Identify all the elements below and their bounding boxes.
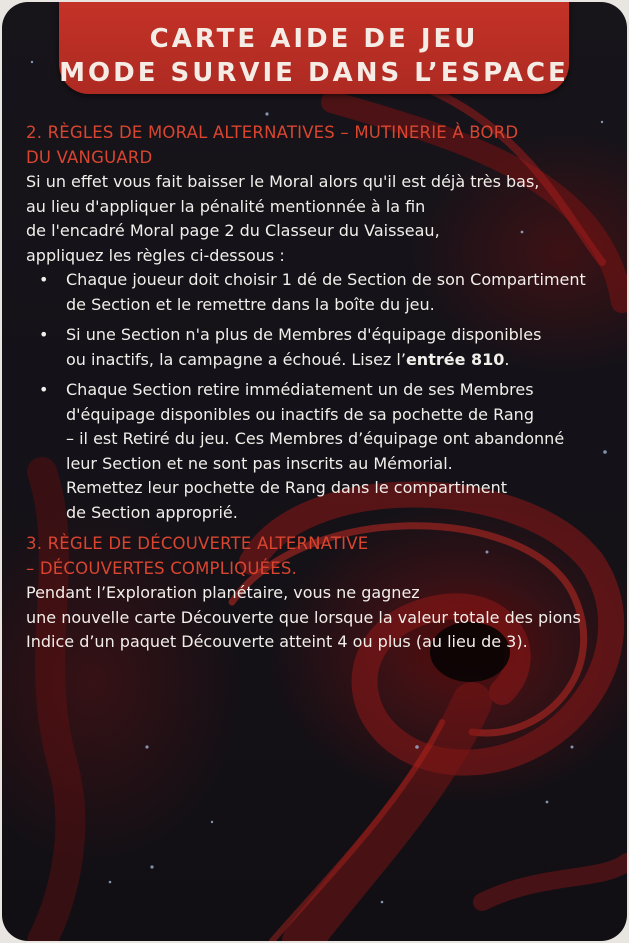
section-3-body-line: Indice d’un paquet Découverte atteint 4 ou plus (au lieu de 3). xyxy=(26,632,528,651)
rule-text-line: – il est Retiré du jeu. Ces Membres d’équipage ont abandonné xyxy=(66,429,565,448)
card-title: CARTE AIDE DE JEU xyxy=(149,24,479,54)
rule-text-line: Remettez leur pochette de Rang dans le compartiment xyxy=(66,478,508,497)
bullet-dot: • xyxy=(39,325,49,344)
section-3-body-line: une nouvelle carte Découverte que lorsque la valeur totale des pions xyxy=(26,607,581,627)
rule-text-fragment: ou inactifs, la campagne a échoué. Lisez l’ xyxy=(66,349,406,369)
section-2-intro-line: Si un effet vous fait baisser le Moral alors qu'il est déjà très bas, xyxy=(26,172,540,191)
game-aid-card xyxy=(2,2,627,941)
rule-text-line: d'équipage disponibles ou inactifs de sa pochette de Rang xyxy=(66,404,534,424)
rule-bullet-3 xyxy=(26,378,616,525)
section-3-body xyxy=(26,581,616,655)
section-2-rules-list xyxy=(26,268,616,525)
section-3-title-line: 3. RÈGLE DE DÉCOUVERTE ALTERNATIVE xyxy=(26,534,369,553)
section-2-intro-line: appliquez les règles ci-dessous : xyxy=(26,245,285,265)
section-2-title-line: 2. RÈGLES DE MORAL ALTERNATIVES – MUTINERIE À BORD xyxy=(26,123,519,142)
card-header-banner xyxy=(59,2,569,94)
bullet-dot: • xyxy=(39,270,49,289)
section-2-intro-line: au lieu d'appliquer la pénalité mentionnée à la fin xyxy=(26,196,426,216)
rule-bullet-2 xyxy=(26,323,616,372)
bullet-dot: • xyxy=(39,380,49,399)
rule-text-fragment: . xyxy=(504,349,510,369)
section-2-title-line: DU VANGUARD xyxy=(26,148,153,167)
entry-reference: entrée 810 xyxy=(405,349,505,369)
section-3-title xyxy=(26,531,616,581)
rule-text-line: leur Section et ne sont pas inscrits au Mémorial. xyxy=(66,453,453,473)
section-2-intro-line: de l'encadré Moral page 2 du Classeur du Vaisseau, xyxy=(26,221,440,240)
rule-text-line: de Section et le remettre dans la boîte du jeu. xyxy=(66,294,435,314)
card-subtitle: MODE SURVIE DANS L’ESPACE xyxy=(59,58,569,88)
rule-text-line: de Section approprié. xyxy=(66,502,238,522)
card-content xyxy=(26,120,616,655)
rule-text-line: Si une Section n'a plus de Membres d'équipage disponibles xyxy=(66,325,542,344)
section-3-title-line: – DÉCOUVERTES COMPLIQUÉES. xyxy=(26,559,297,578)
rule-bullet-1 xyxy=(26,268,616,317)
section-2-title xyxy=(26,120,616,170)
rule-text-line: Chaque joueur doit choisir 1 dé de Section de son Compartiment xyxy=(66,270,586,289)
rule-text-line: Chaque Section retire immédiatement un de ses Membres xyxy=(66,380,534,399)
section-2-intro xyxy=(26,170,616,268)
rule-text-line xyxy=(66,348,616,373)
section-3-body-line: Pendant l’Exploration planétaire, vous ne gagnez xyxy=(26,583,420,602)
